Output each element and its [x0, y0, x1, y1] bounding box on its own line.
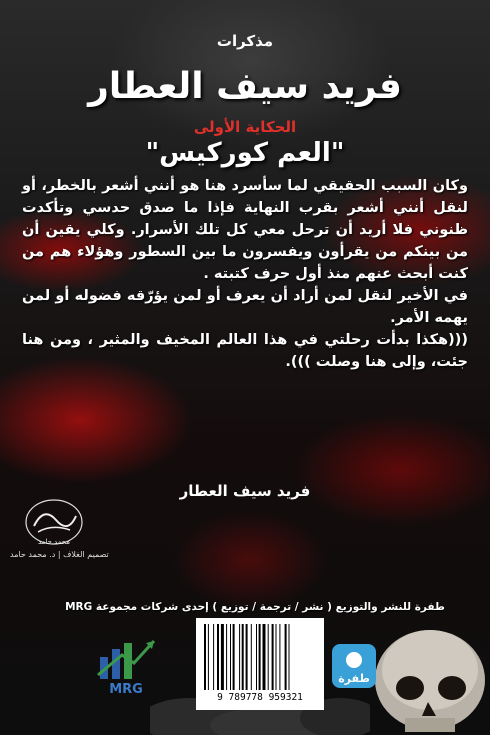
barcode-bar: [263, 624, 266, 690]
barcode-bar: [259, 624, 261, 690]
author-signature: فريد سيف العطار: [179, 482, 311, 500]
svg-text:محمد حامد: محمد حامد: [37, 538, 71, 546]
barcode-bar: [239, 624, 240, 690]
barcode-bar: [221, 624, 224, 690]
barcode-bar: [276, 624, 277, 690]
designer-credit: تصميم الغلاف | د. محمد حامد: [10, 550, 109, 559]
barcode-bar: [289, 624, 290, 690]
barcode: [196, 618, 324, 710]
barcode-bar: [272, 624, 274, 690]
author-heading: فريد سيف العطار: [88, 66, 402, 107]
barcode-bar: [208, 624, 209, 690]
blurb-text: [22, 175, 468, 373]
barcode-bar: [246, 624, 248, 690]
barcode-bar: [256, 624, 257, 690]
tafra-logo-icon: [330, 642, 378, 690]
blurb-paragraph: في الأخير لنقل لمن أراد أن يعرف أو لمن يؤرّقه فضوله أو لمن يهمه الأمر.: [22, 288, 468, 326]
blurb-paragraph: (((هكذا بدأت رحلتي في هذا العالم المخيف والمثير ، ومن هنا جئت، وإلى هنا وصلت ))).: [22, 332, 468, 370]
mrg-logo-icon: [92, 635, 160, 697]
barcode-bar: [242, 624, 244, 690]
barcode-bar: [251, 624, 252, 690]
barcode-bar: [268, 624, 269, 690]
barcode-number: 9 789778 959321: [217, 692, 303, 703]
barcode-bar: [233, 624, 235, 690]
publication-type: مذكرات: [216, 32, 274, 50]
publisher-line: طفرة للنشر والتوزيع ( نشر / ترجمة / توزيع ) إحدى شركات مجموعة MRG: [65, 601, 445, 613]
blurb-paragraph: وكان السبب الحقيقي لما سأسرد هنا هو أنني أشعر بالخطر، أو لنقل أنني أشعر بقرب النهاية فإذا ما صدق حدسي وتأكدت ظنوني فلا أريد أن ترحل معي كل تلك الأسرار. وكلي يقين أن من بينكم من يقرأون ويفسرون ما بين السطور وهؤلاء هم من كنت أبحث عنهم منذ أول حرف كتبته .: [22, 178, 468, 282]
story-title: "العم كوركيس": [145, 138, 345, 168]
barcode-bars: [204, 624, 316, 690]
barcode-bar: [285, 624, 287, 690]
barcode-bar: [213, 624, 214, 690]
barcode-bar: [217, 624, 219, 690]
story-label: الحكاية الأولى: [193, 118, 297, 136]
designer-logo-icon: [22, 496, 86, 548]
barcode-bar: [204, 624, 206, 690]
svg-text:طفرة: طفرة: [338, 672, 370, 685]
barcode-bar: [279, 624, 280, 690]
barcode-bar: [230, 624, 231, 690]
svg-text:MRG: MRG: [109, 682, 143, 697]
barcode-bar: [226, 624, 227, 690]
skull-illustration: [360, 610, 490, 735]
